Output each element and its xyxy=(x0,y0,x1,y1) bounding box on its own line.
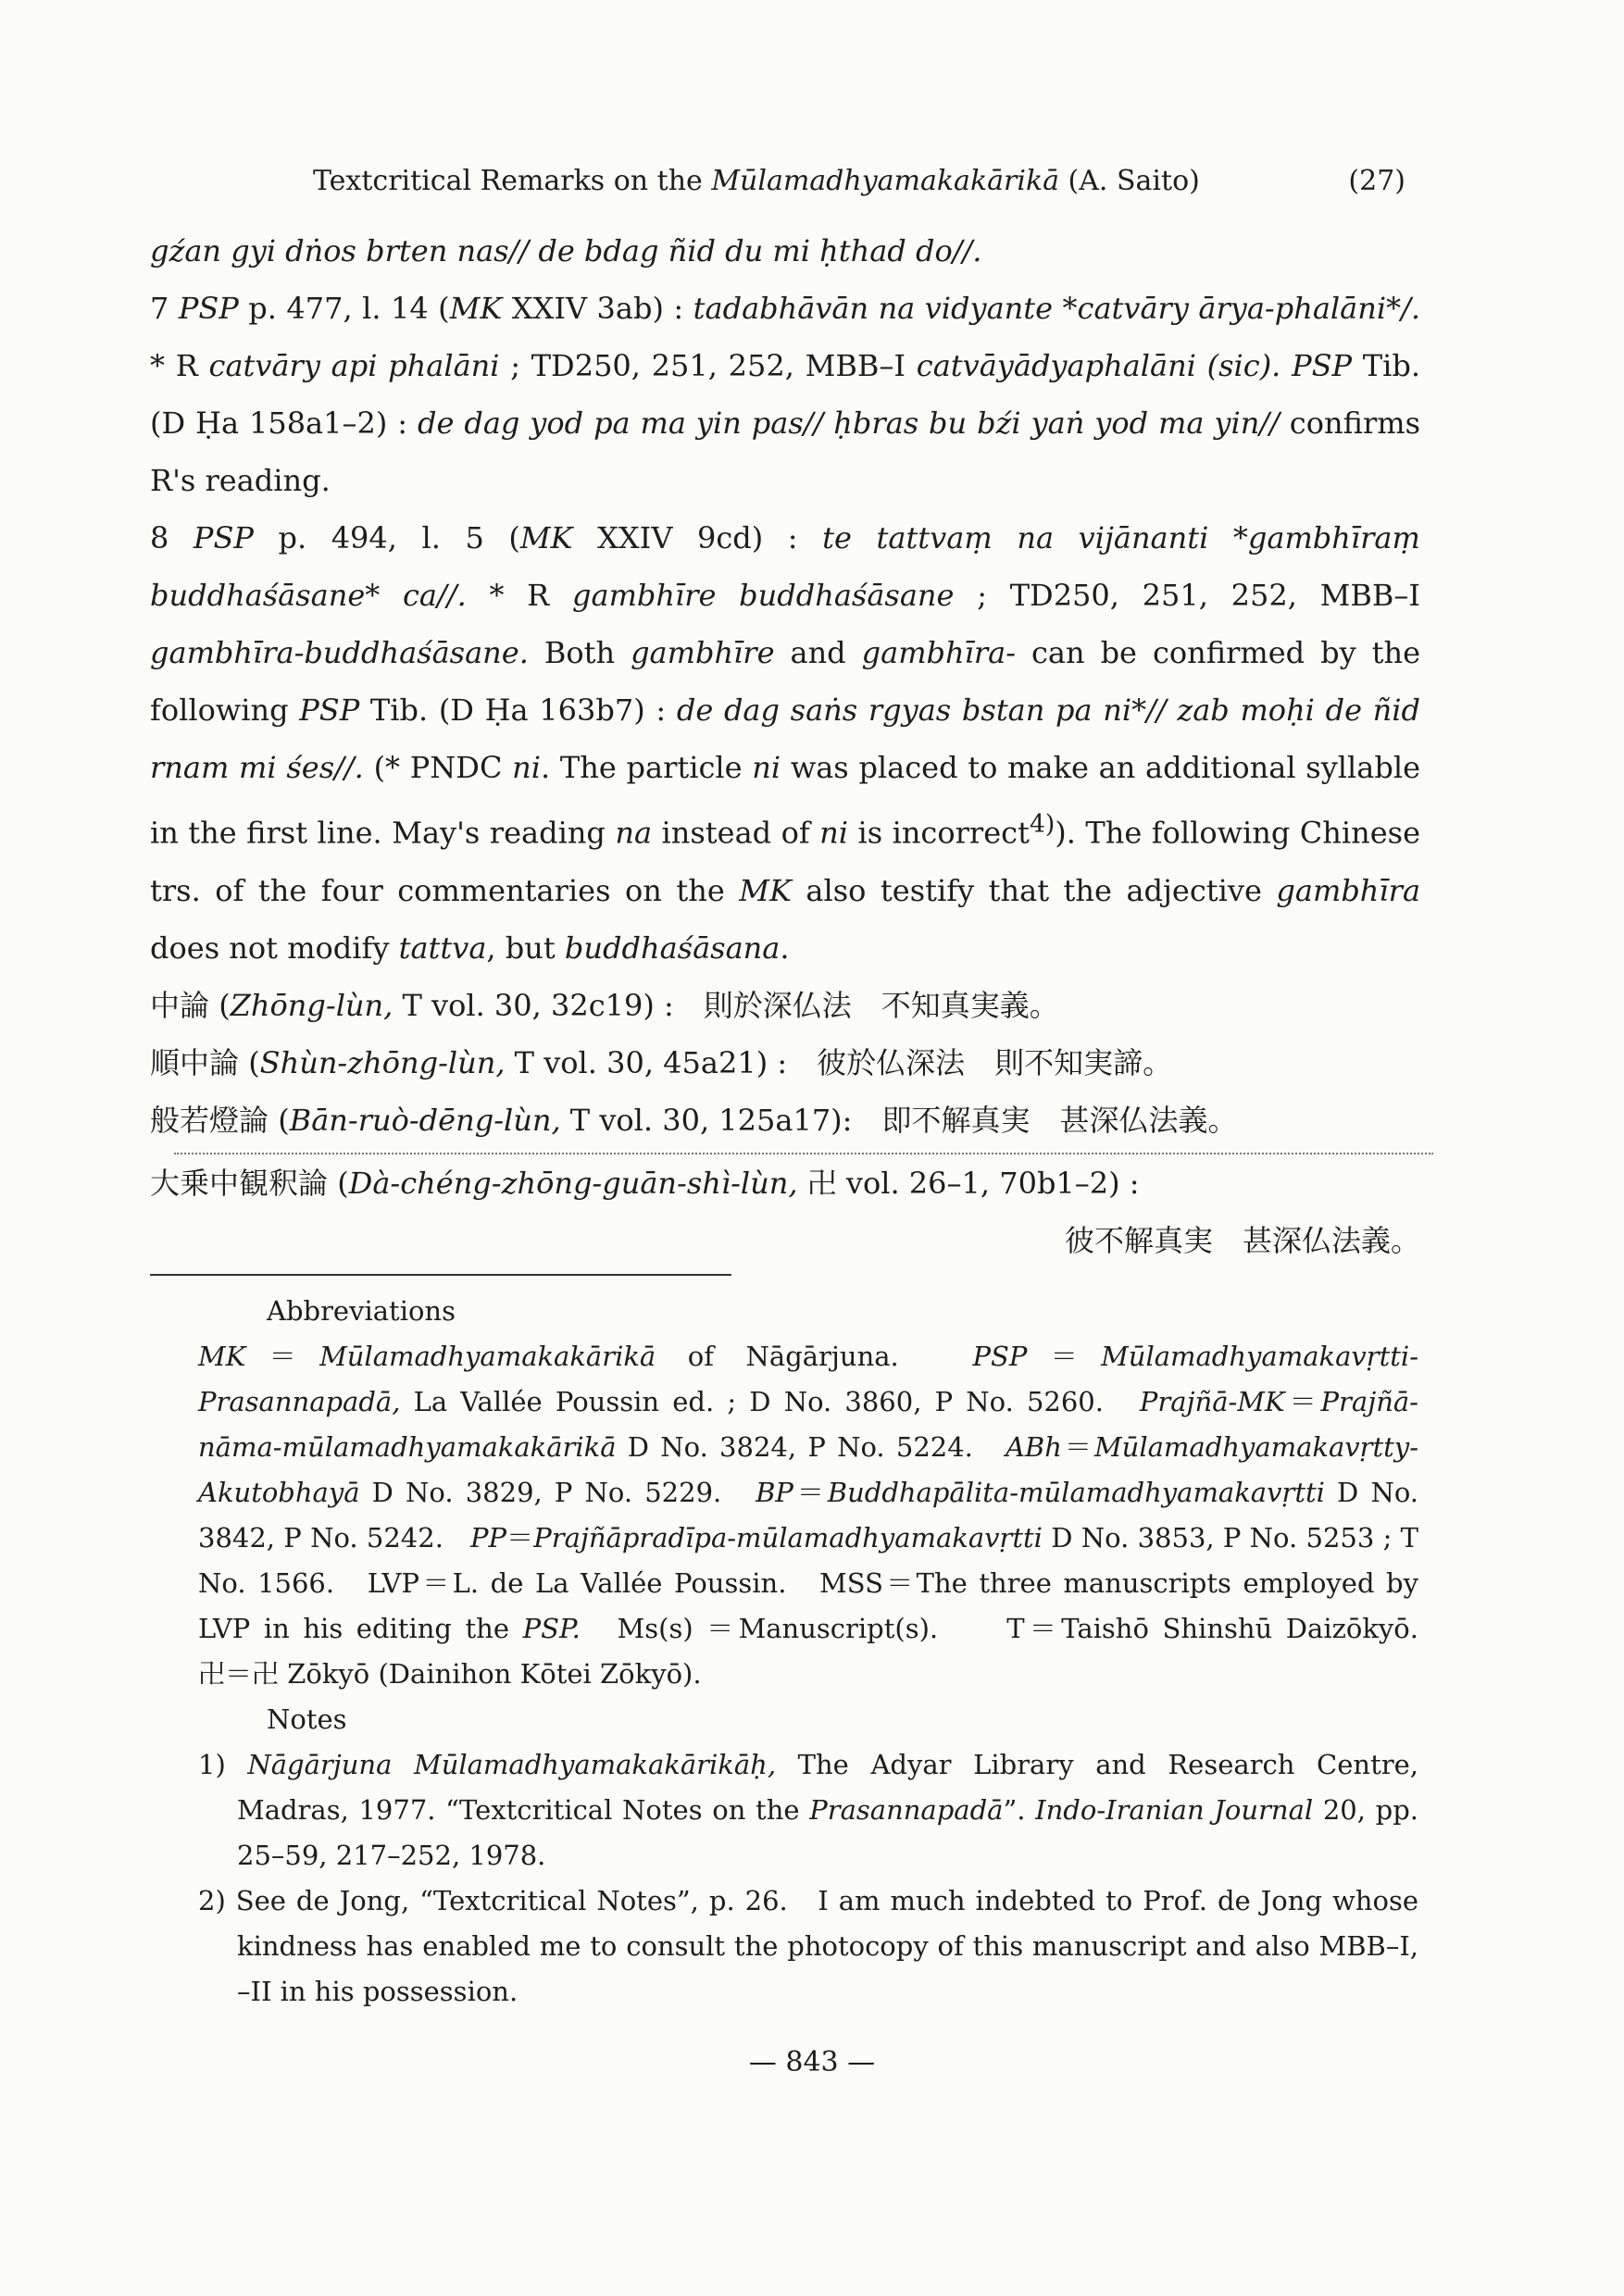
note-7: 7 PSP p. 477, l. 14 (MK XXIV 3ab) : tadabhāvān na vidyante *catvāry ārya-phalāni*/. * R catvāry api phalāni ; TD250, 251, 252, MBB–I catvāyādyaphalāni (sic). PSP Tib. (D Ḥa 158a1–2) : de dag yod pa ma yin pas// ḥbras bu bźi yaṅ yod ma yin// confirms R's reading. xyxy=(150,291,1421,498)
abbreviations-heading: Abbreviations xyxy=(267,1295,456,1327)
note-2: 2) See de Jong, “Textcritical Notes”, p. 26. I am much indebted to Prof. de Jong whose kindness has enabled me to consult the photocopy of this manuscript and also MBB–I, –II in his possession. xyxy=(198,1885,1418,2007)
running-header xyxy=(313,165,1405,211)
cjk-citation: 順中論 (Shùn-zhōng-lùn, T vol. 30, 45a21) : 彼於仏深法 則不知実諦。 xyxy=(150,1044,1173,1080)
abbreviations-list: MK＝Mūlamadhyamakakārikā of Nāgārjuna. PSP＝Mūlamadhyamakavṛtti-Prasannapadā, La Vallée Poussin ed. ; D No. 3860, P No. 5260. Prajñā-MK＝Prajñā-nāma-mūlamadhyamakakārikā D No. 3824, P No. 5224. ABh＝Mūlamadhyamakavṛtty-Akutobhayā D No. 3829, P No. 5229. BP＝Buddhapālita-mūlamadhyamakavṛtti D No. 3842, P No. 5242. PP＝Prajñāpradīpa-mūlamadhyamakavṛtti D No. 3853, P No. 5253 ; T No. 1566. LVP＝L. de La Vallée Poussin. MSS＝The three manuscripts employed by LVP in his editing the PSP. Ms(s) ＝Manuscript(s). T＝Taishō Shinshū Daizōkyō. 卍＝卍 Zōkyō (Dainihon Kōtei Zōkyō). xyxy=(198,1341,1473,1690)
footnotes xyxy=(198,1289,1473,2015)
main-text xyxy=(150,222,1420,1269)
cjk-quote: 彼不解真実 甚深仏法義。 xyxy=(1064,1222,1420,1258)
tibetan-continuation: gźan gyi dṅos brten nas// de bdag ñid du mi ḥthad do//. xyxy=(150,233,982,268)
page-number: — 843 — xyxy=(748,2046,876,2078)
cjk-citation: 大乗中観釈論 (Dà-chéng-zhōng-guān-shì-lùn, 卍 vol. 26–1, 70b1–2) : xyxy=(150,1165,1140,1201)
running-title: Textcritical Remarks on the Mūlamadhyamakakārikā (A. Saito) xyxy=(313,165,1200,197)
notes-heading: Notes xyxy=(267,1703,347,1735)
header-page-number: (27) xyxy=(1348,165,1405,197)
footnote-divider xyxy=(150,1274,731,1276)
note-1: 1) Nāgārjuna Mūlamadhyamakakārikāḥ, The Adyar Library and Research Centre, Madras, 1977. “Textcritical Notes on the Prasannapadā”. Indo-Iranian Journal 20, pp. 25–59, 217–252, 1978. xyxy=(198,1749,1418,1871)
cjk-citation: 中論 (Zhōng-lùn, T vol. 30, 32c19) : 則於深仏法 不知真実義。 xyxy=(150,987,1059,1023)
cjk-citation: 般若燈論 (Bān-ruò-dēng-lùn, T vol. 30, 125a17): 即不解真実 甚深仏法義。 xyxy=(150,1102,1238,1138)
note-8: 8 PSP p. 494, l. 5 (MK XXIV 9cd) : te tattvaṃ na vijānanti *gambhīraṃ buddhaśāsane* ca//. * R gambhīre buddhaśāsane ; TD250, 251, 252, MBB–I gambhīra-buddhaśāsane. Both gambhīre and gambhīra- can be confirmed by the following PSP Tib. (D Ḥa 163b7) : de dag saṅs rgyas bstan pa ni*// zab moḥi de ñid rnam mi śes//. (* PNDC ni. The particle ni was placed to make an additional syllable in the first line. May's reading na instead of ni is incorrect$^{4)}$). The following Chinese trs. of the four commentaries on the MK also testify that the adjective gambhīra does not modify tattva, but buddhaśāsana. xyxy=(150,520,1421,966)
